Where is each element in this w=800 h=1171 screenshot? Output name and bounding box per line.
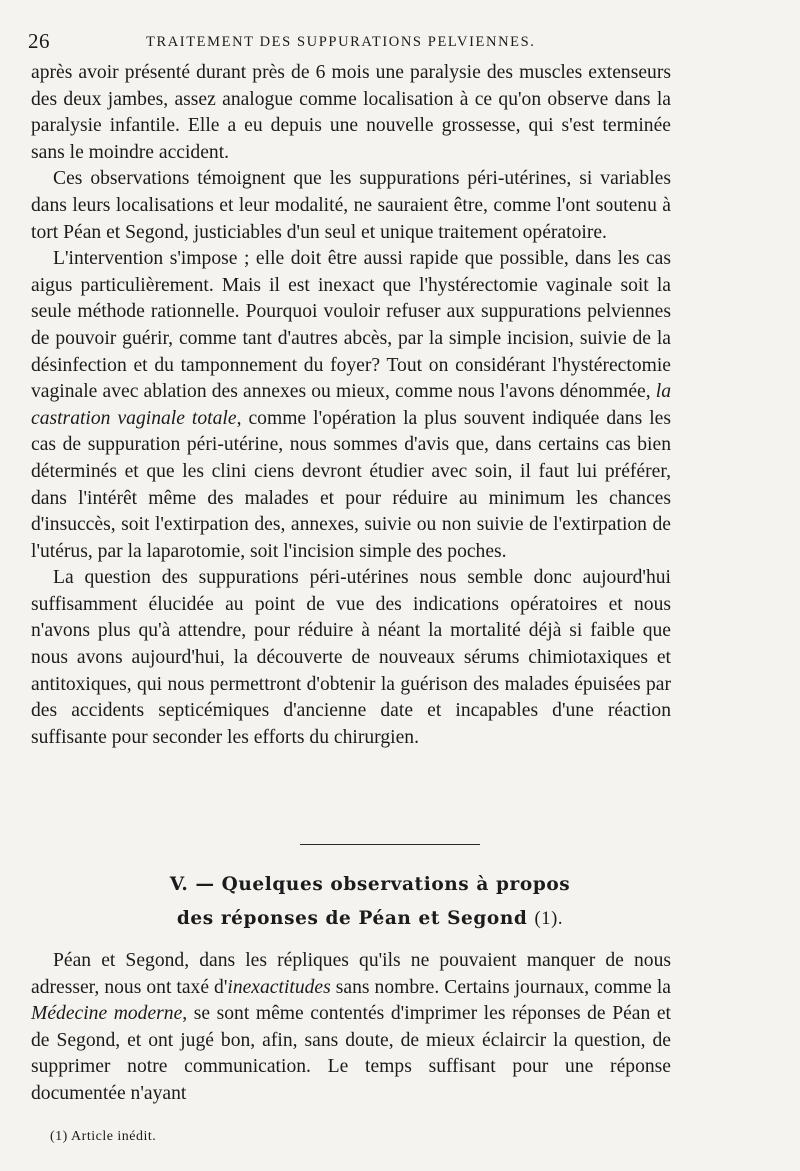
paragraph-text: , comme l'opération la plus souvent indiquée dans les cas de suppuration péri-utérine, nous sommes d'avis que, dans certains cas bien déterminés et que les clini ciens devront étudier avec soin, il faut lui préférer, dans l'intérêt même des malades et pour réduire au minimum les chances d'insuccès, soit l'extirpation des, annexes, suivie ou non suivie de l'extirpation de l'utérus, par la laparotomie, soit l'incision simple des poches.: [31, 407, 671, 562]
section-divider: [300, 844, 480, 845]
page-number: 26: [28, 29, 50, 53]
running-head: [28, 30, 768, 52]
section-heading-line: [60, 902, 680, 936]
section-heading: [60, 868, 680, 936]
paragraph-text: sans nombre. Certains journaux, comme la: [330, 976, 671, 998]
italic-term: la castration vaginale totale: [31, 381, 671, 429]
paragraph-text: Péan et Segond, dans les répliques qu'ils ne pouvaient manquer de nous adresser, nous ont taxé d': [31, 950, 671, 998]
journal-title: Médecine moderne: [31, 1003, 183, 1025]
section-heading-text: des réponses de Péan et Segond: [176, 908, 528, 929]
paragraph-continued: après avoir présenté durant près de 6 mois une paralysie des muscles extenseurs des deux jambes, assez analogue comme localisation à ce qu'on observe dans la paralysie infantile. Elle a eu depuis une nouvelle grossesse, qui s'est terminée sans le moindre accident.: [31, 62, 671, 163]
section-heading-line: V. — Quelques observations à propos: [169, 874, 571, 895]
paragraph-question: La question des suppurations péri-utérines nous semble donc aujourd'hui suffisamment élucidée au point de vue des indications opératoires et nous n'avons plus qu'à attendre, pour réduire à néant la mortalité déjà si faible que nous avons aujourd'hui, la découverte de nouveaux sérums chimiotaxiques et antitoxiques, qui nous permettront d'obtenir la guérison des malades épuisées par des accidents septicémiques d'ancienne date et incapables d'une réaction suffisante pour seconder les efforts du chirurgien.: [31, 567, 671, 748]
footnote-reference: (1).: [534, 909, 564, 929]
body-text: [31, 60, 671, 751]
italic-term: inexactitudes: [227, 976, 331, 998]
paragraph-observations: Ces observations témoignent que les suppurations péri-utérines, si variables dans leurs localisations et leur modalité, ne sauraient être, comme l'ont soutenu à tort Péan et Segond, justiciables d'un seul et unique traitement opératoire.: [31, 168, 671, 243]
section-body: [31, 948, 671, 1108]
running-title: TRAITEMENT DES SUPPURATIONS PELVIENNES.: [146, 34, 536, 50]
paragraph-intervention: [31, 246, 671, 565]
paragraph-text: , se sont même contentés d'imprimer les réponses de Péan et de Segond, et ont jugé bon, afin, sans doute, de mieux éclaircir la question, de supprimer notre communication. Le temps suffisant pour une réponse documentée n'ayant: [31, 1003, 671, 1104]
paragraph-replies: [31, 948, 671, 1108]
paragraph-text: L'intervention s'impose ; elle doit être aussi rapide que possible, dans les cas aigus particulièrement. Mais il est inexact que l'hystérectomie vaginale soit la seule méthode rationnelle. Pourquoi vouloir refuser aux suppurations pelviennes de pouvoir guérir, comme tant d'autres abcès, par la simple incision, suivie de la désinfection et du tamponnement du foyer? Tout on considérant l'hystérectomie vaginale avec ablation des annexes ou mieux, comme nous l'avons dénommée,: [31, 248, 671, 403]
footnote: (1) Article inédit.: [50, 1129, 157, 1144]
